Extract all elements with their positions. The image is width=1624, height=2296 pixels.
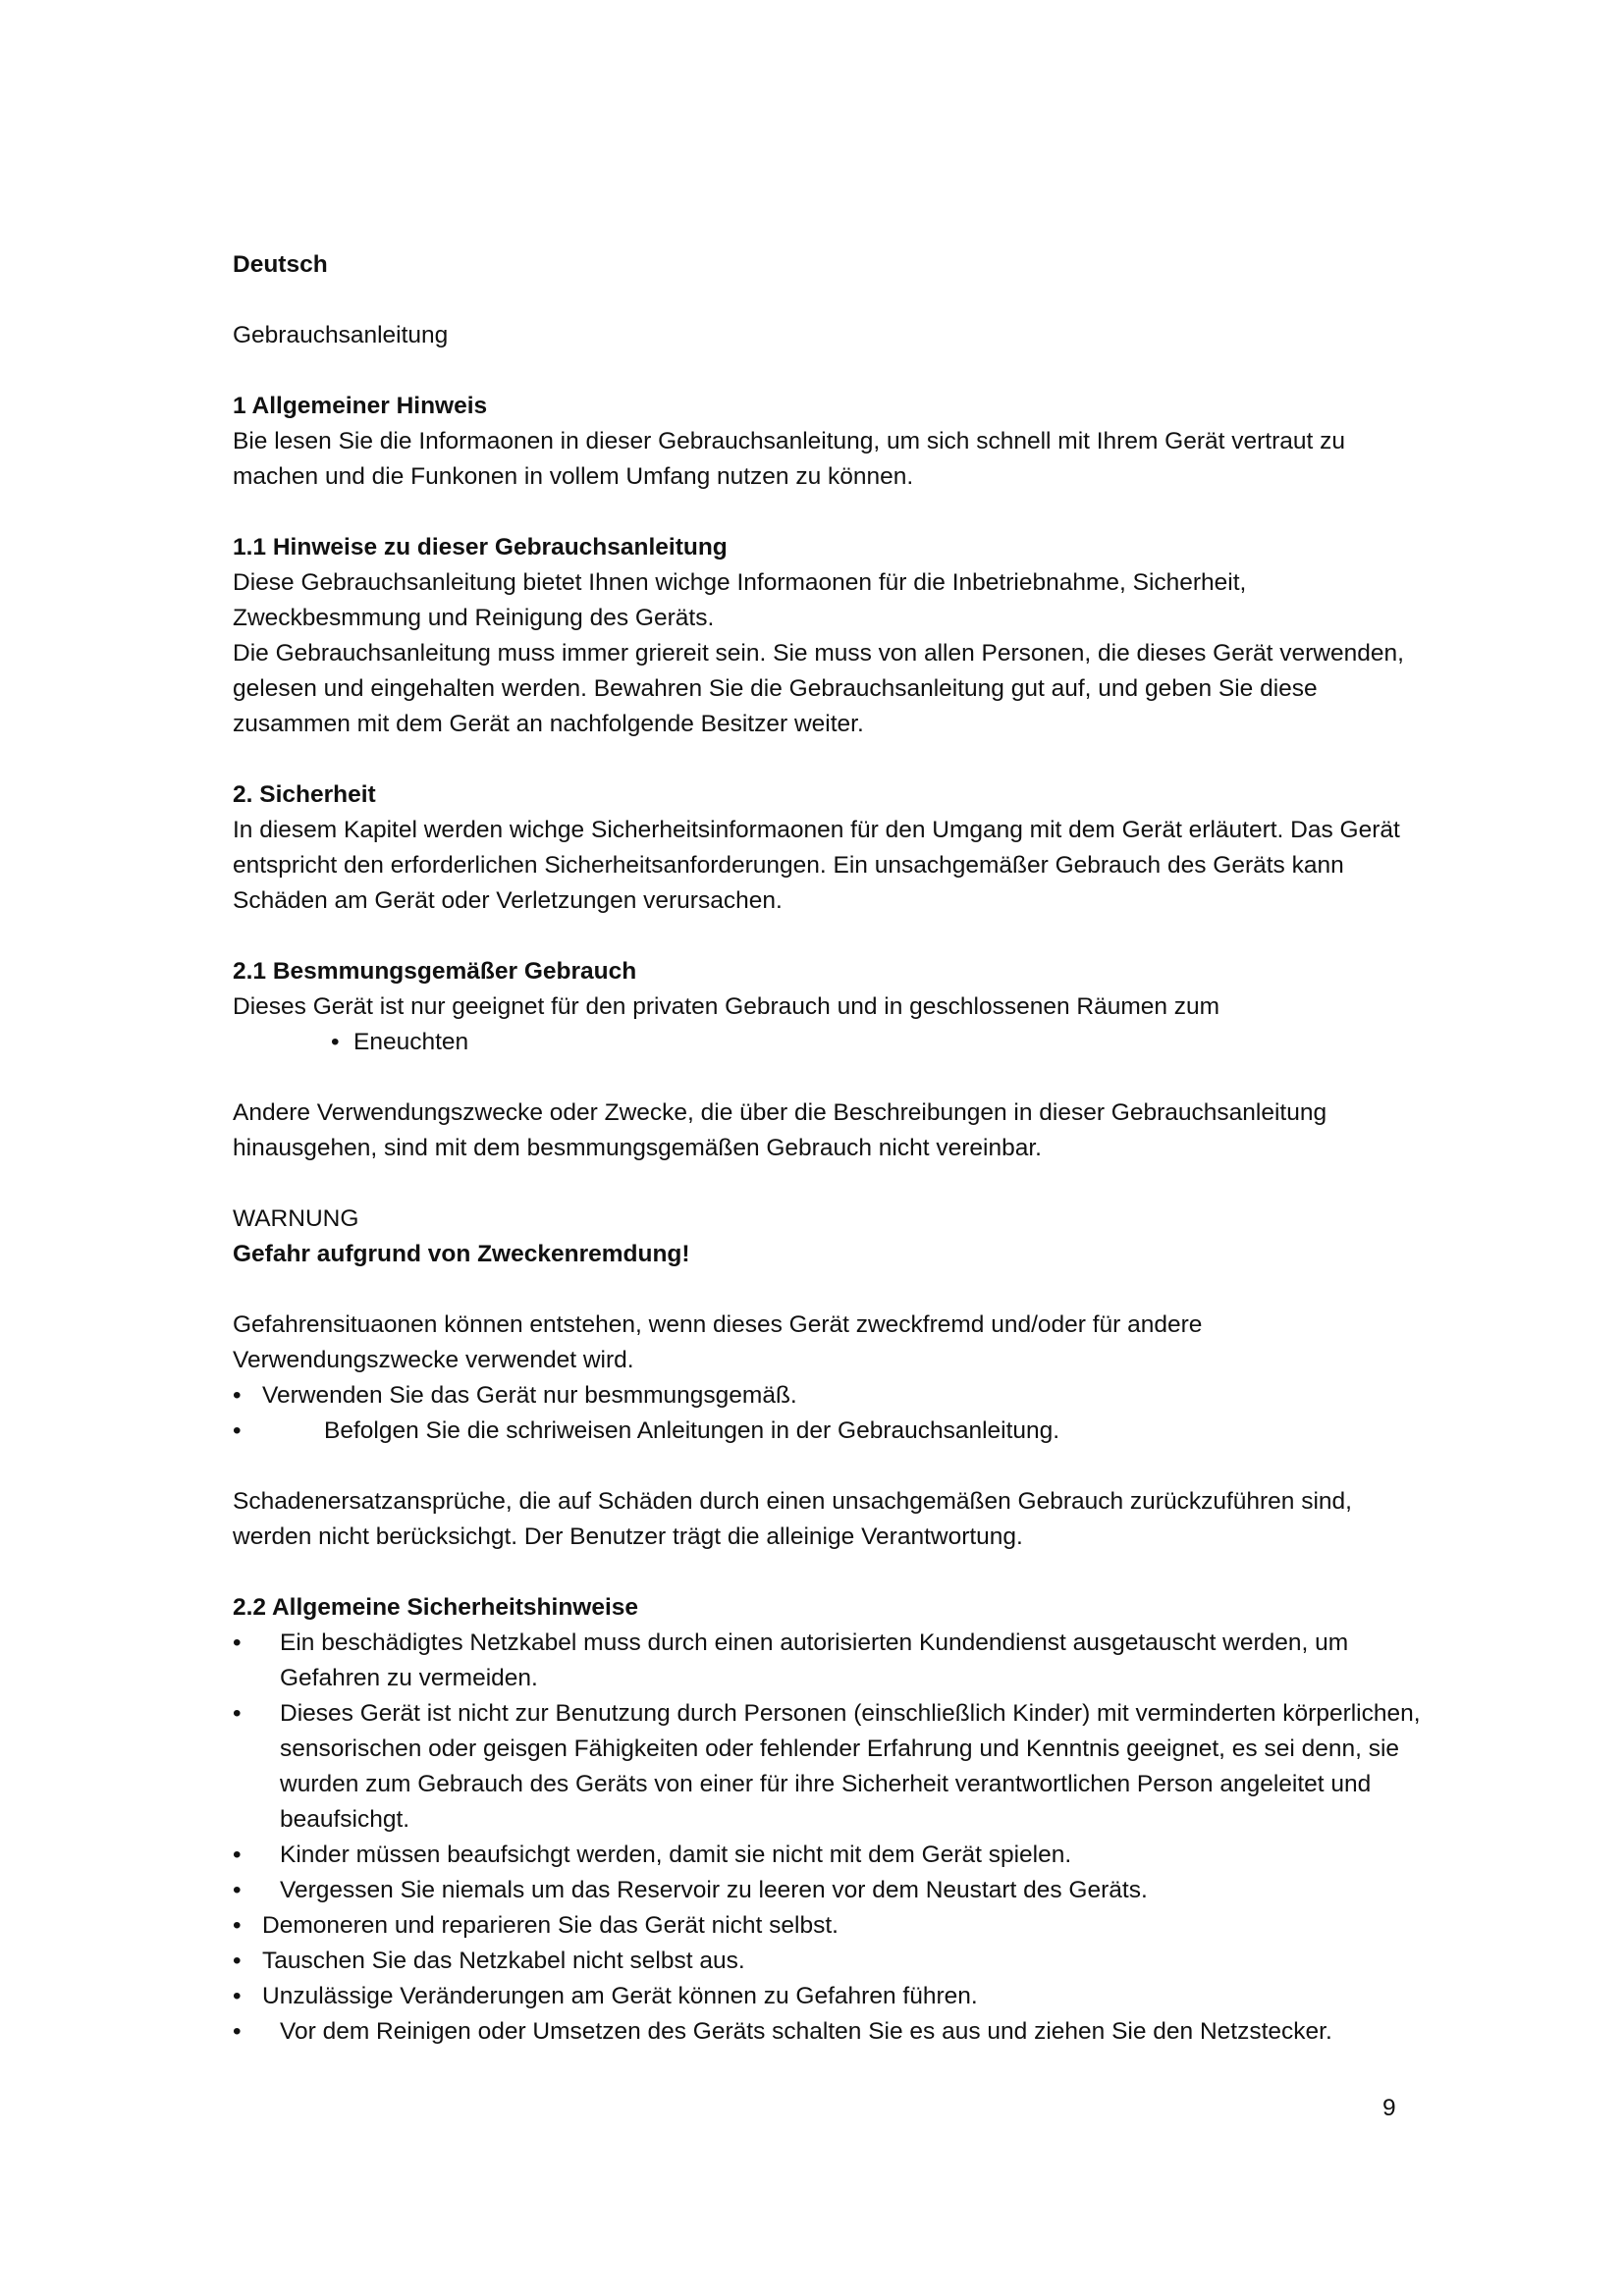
list-item: • Vergessen Sie niemals um das Reservoir zu leeren vor dem Neustart des Geräts. [233, 1873, 1431, 1908]
list-item: • Tauschen Sie das Netzkabel nicht selbst aus. [233, 1944, 1431, 1979]
section-1-1-paragraph-1: Diese Gebrauchsanleitung bietet Ihnen wichge Informaonen für die Inbetriebnahme, Sicherheit, Zweckbesmmung und Reinigung des Geräts. [233, 569, 1247, 631]
list-item: • Ein beschädigtes Netzkabel muss durch einen autorisierten Kundendienst ausgetauscht werden, um Gefahren zu vermeiden. [233, 1626, 1431, 1696]
section-1-body: Bie lesen Sie die Informaonen in dieser Gebrauchsanleitung, um sich schnell mit Ihrem Gerät vertraut zu machen und die Funkonen in vollem Umfang nutzen zu können. [233, 428, 1346, 490]
page-number: 9 [1382, 2095, 1396, 2121]
list-item: • Unzulässige Veränderungen am Gerät können zu Gefahren führen. [233, 1979, 1431, 2014]
list-item: • Dieses Gerät ist nicht zur Benutzung durch Personen (einschließlich Kinder) mit verminderten körperlichen, sensorischen oder geisgen Fähigkeiten oder fehlender Erfahrung und Kenntnis geeignet, es sei denn, sie wurden zum Gebrauch des Geräts von einer für ihre Sicherheit verantwortlichen Person angeleitet und beaufsichgt. [233, 1696, 1431, 1838]
section-2-1-list [233, 1025, 1431, 1060]
warning-body: Gefahrensituaonen können entstehen, wenn dieses Gerät zweckfremd und/oder für andere Verwendungszwecke verwendet wird. [233, 1311, 1203, 1373]
document-title: Gebrauchsanleitung [233, 322, 449, 348]
warning-label: WARNUNG [233, 1205, 359, 1232]
section-2-1-heading: 2.1 Besmmungsgemäßer Gebrauch [233, 958, 637, 985]
section-2-1-paragraph-1: Dieses Gerät ist nur geeignet für den privaten Gebrauch und in geschlossenen Räumen zum [233, 993, 1220, 1020]
section-2-heading: 2. Sicherheit [233, 781, 376, 808]
section-2-1-paragraph-2: Andere Verwendungszwecke oder Zwecke, die über die Beschreibungen in dieser Gebrauchsanleitung hinausgehen, sind mit dem besmmungsgemäßen Gebrauch nicht vereinbar. [233, 1099, 1327, 1161]
list-item: • Befolgen Sie die schriweisen Anleitungen in der Gebrauchsanleitung. [233, 1414, 1431, 1449]
warning-list [233, 1378, 1431, 1449]
warning-liability: Schadenersatzansprüche, die auf Schäden durch einen unsachgemäßen Gebrauch zurückzuführen sind, werden nicht berücksichgt. Der Benutzer trägt die alleinige Verantwortung. [233, 1488, 1352, 1550]
warning-title: Gefahr aufgrund von Zweckenremdung! [233, 1241, 690, 1267]
section-1-heading: 1 Allgemeiner Hinweis [233, 393, 488, 419]
section-2-2-heading: 2.2 Allgemeine Sicherheitshinweise [233, 1594, 639, 1621]
list-item: • Eneuchten [233, 1025, 1431, 1060]
list-item: • Verwenden Sie das Gerät nur besmmungsgemäß. [233, 1378, 1431, 1414]
list-item: • Kinder müssen beaufsichgt werden, damit sie nicht mit dem Gerät spielen. [233, 1838, 1431, 1873]
section-1-1-heading: 1.1 Hinweise zu dieser Gebrauchsanleitung [233, 534, 728, 561]
language-heading: Deutsch [233, 251, 328, 278]
section-2-2-list [233, 1626, 1431, 2050]
section-2-body: In diesem Kapitel werden wichge Sicherheitsinformaonen für den Umgang mit dem Gerät erläutert. Das Gerät entspricht den erforderlichen Sicherheitsanforderungen. Ein unsachgemäßer Gebrauch des Geräts kann Schäden am Gerät oder Verletzungen verursachen. [233, 817, 1400, 914]
document-page [233, 247, 1431, 2050]
section-1-1-paragraph-2: Die Gebrauchsanleitung muss immer griereit sein. Sie muss von allen Personen, die dieses Gerät verwenden, gelesen und eingehalten werden. Bewahren Sie die Gebrauchsanleitung gut auf, und geben Sie diese zusammen mit dem Gerät an nachfolgende Besitzer weiter. [233, 640, 1404, 737]
list-item: • Vor dem Reinigen oder Umsetzen des Geräts schalten Sie es aus und ziehen Sie den Netzstecker. [233, 2014, 1431, 2050]
list-item: • Demoneren und reparieren Sie das Gerät nicht selbst. [233, 1908, 1431, 1944]
